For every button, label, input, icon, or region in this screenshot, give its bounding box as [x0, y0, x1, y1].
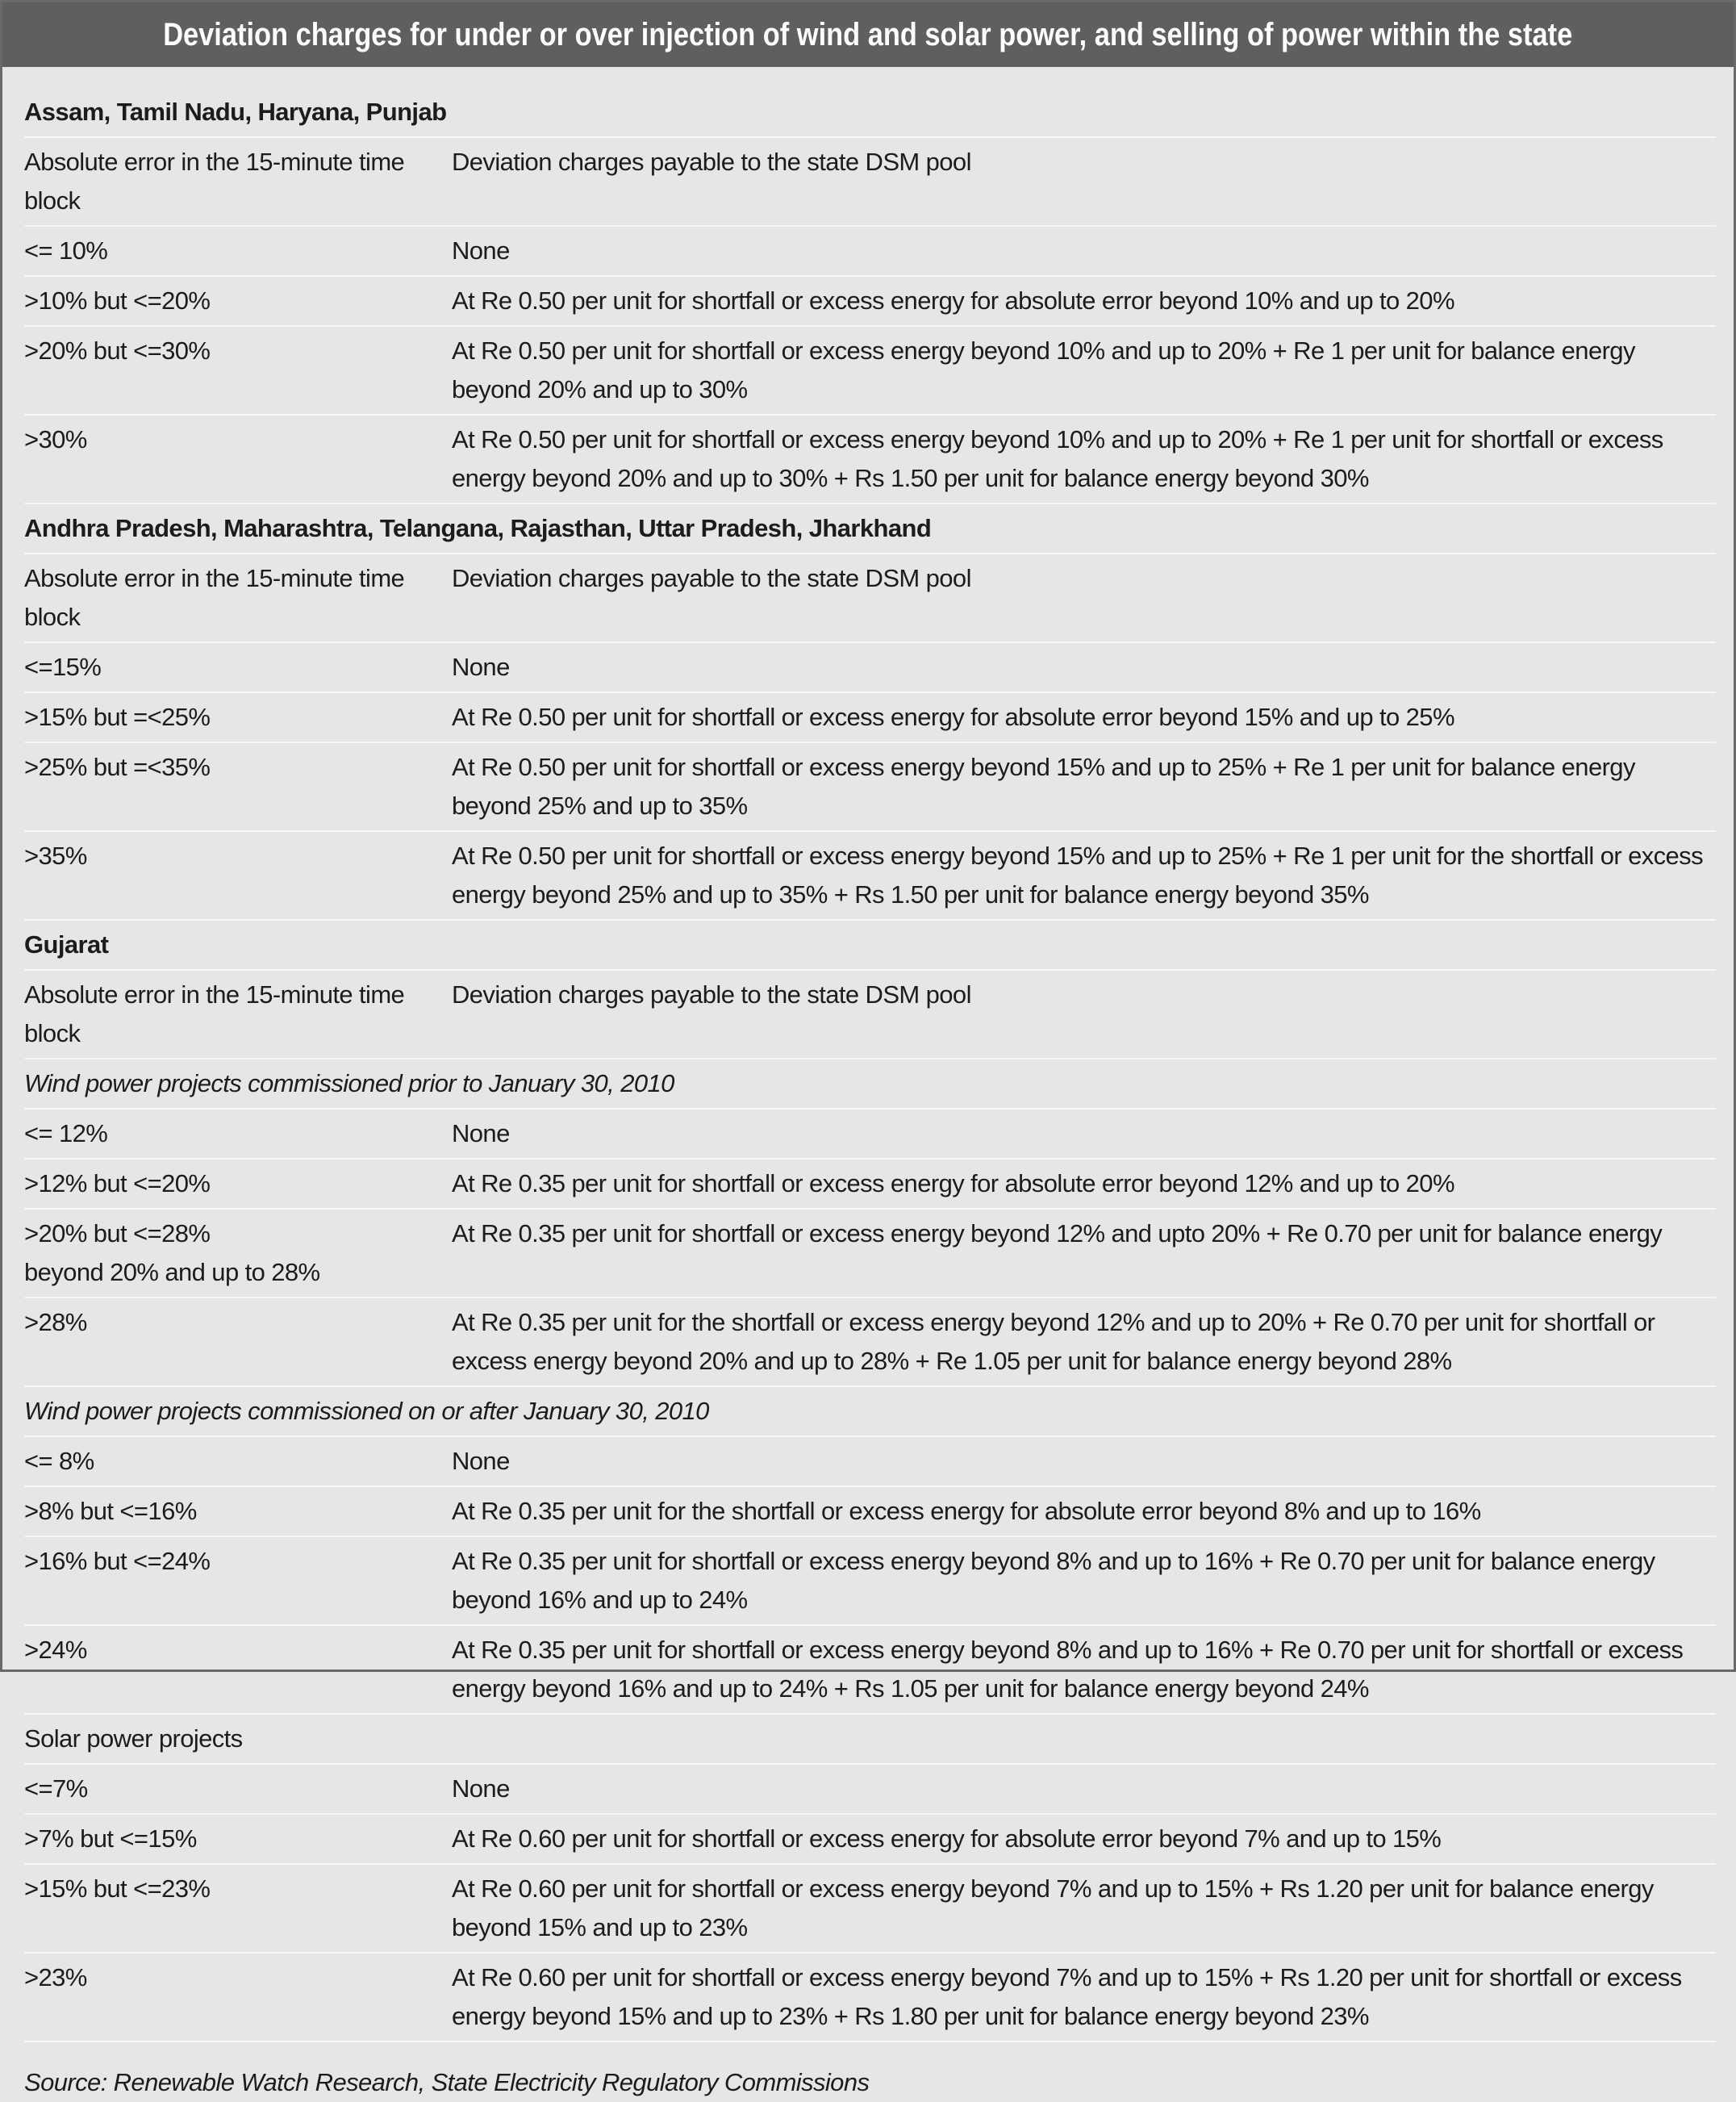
- column-header-charges: Deviation charges payable to the state DSM pool: [452, 564, 971, 592]
- table-row: [24, 327, 1716, 416]
- error-range: <=15%: [24, 653, 102, 681]
- table-header-row: [24, 554, 1716, 643]
- error-range: >15% but <=23%: [24, 1874, 211, 1903]
- error-range: >23%: [24, 1963, 87, 1991]
- section-heading: Assam, Tamil Nadu, Haryana, Punjab: [24, 88, 1716, 138]
- charge-text: At Re 0.50 per unit for shortfall or excess energy for absolute error beyond 10% and up to 20%: [452, 286, 1454, 315]
- charge-text: At Re 0.60 per unit for shortfall or excess energy beyond 7% and up to 15% + Rs 1.20 per unit for balance energy beyond 15% and up to 23%: [452, 1874, 1654, 1941]
- error-range: >12% but <=20%: [24, 1169, 211, 1197]
- error-range: >20% but <=28%: [24, 1219, 211, 1247]
- column-header-error: Absolute error in the 15-minute time block: [24, 564, 405, 631]
- table-row: [24, 643, 1716, 693]
- charge-text: None: [452, 236, 510, 265]
- error-range: >10% but <=20%: [24, 286, 211, 315]
- deviation-charges-table: [2, 88, 1734, 2042]
- error-range: >35%: [24, 842, 87, 870]
- table-row: [24, 277, 1716, 327]
- table-row: [24, 693, 1716, 743]
- table-row: [24, 1160, 1716, 1210]
- charge-text: At Re 0.50 per unit for shortfall or excess energy beyond 15% and up to 25% + Re 1 per unit for balance energy beyond 25% and up to 35%: [452, 753, 1635, 820]
- column-header-error: Absolute error in the 15-minute time block: [24, 980, 405, 1047]
- table-row: [24, 1487, 1716, 1537]
- table-row: [24, 416, 1716, 504]
- page-title: Deviation charges for under or over injection of wind and solar power, and selling of power within the state: [163, 16, 1573, 52]
- table-row: [24, 1765, 1716, 1815]
- subsection-heading: Wind power projects commissioned on or after January 30, 2010: [24, 1387, 1716, 1437]
- error-range: <= 8%: [24, 1447, 94, 1475]
- table-row: [24, 1437, 1716, 1487]
- subsection-heading: Solar power projects: [24, 1715, 1716, 1765]
- table-row: [24, 1110, 1716, 1160]
- table-row: [24, 1537, 1716, 1626]
- section-heading: Andhra Pradesh, Maharashtra, Telangana, Rajasthan, Uttar Pradesh, Jharkhand: [24, 504, 1716, 554]
- charge-text: At Re 0.35 per unit for shortfall or excess energy beyond 8% and up to 16% + Re 0.70 per unit for shortfall or excess energy beyond 16% and up to 24% + Rs 1.05 per unit for balance energy beyond 24%: [452, 1636, 1684, 1703]
- error-range: >16% but <=24%: [24, 1547, 211, 1575]
- error-range: >24%: [24, 1636, 87, 1664]
- column-header-charges: Deviation charges payable to the state DSM pool: [452, 980, 971, 1009]
- charge-text: At Re 0.35 per unit for shortfall or excess energy beyond 12% and upto 20% + Re 0.70 per unit for balance energy beyond 20% and up to 28%: [24, 1219, 1663, 1286]
- charge-text: None: [452, 653, 510, 681]
- charge-text: At Re 0.60 per unit for shortfall or excess energy for absolute error beyond 7% and up to 15%: [452, 1824, 1442, 1853]
- error-range: >20% but <=30%: [24, 336, 211, 365]
- charge-text: At Re 0.50 per unit for shortfall or excess energy beyond 10% and up to 20% + Re 1 per unit for balance energy beyond 20% and up to 30%: [452, 336, 1635, 403]
- table-row: [24, 832, 1716, 921]
- charge-text: None: [452, 1447, 510, 1475]
- column-header-charges: Deviation charges payable to the state DSM pool: [452, 148, 971, 176]
- table-row: [24, 1865, 1716, 1954]
- table-row: [24, 227, 1716, 277]
- error-range: >8% but <=16%: [24, 1497, 197, 1525]
- error-range: <=7%: [24, 1774, 88, 1803]
- charge-text: At Re 0.35 per unit for shortfall or excess energy for absolute error beyond 12% and up to 20%: [452, 1169, 1454, 1197]
- charge-text: At Re 0.35 per unit for the shortfall or excess energy beyond 12% and up to 20% + Re 0.70 per unit for shortfall or excess energy beyond 20% and up to 28% + Re 1.05 per unit for balance energy beyond 28%: [452, 1308, 1655, 1375]
- source-note: Source: Renewable Watch Research, State Electricity Regulatory Commissions: [24, 2068, 870, 2096]
- charge-text: At Re 0.50 per unit for shortfall or excess energy beyond 10% and up to 20% + Re 1 per unit for shortfall or excess energy beyond 20% and up to 30% + Rs 1.50 per unit for balance energy beyond 30%: [452, 425, 1663, 492]
- table-header-row: [24, 971, 1716, 1059]
- error-range: <= 12%: [24, 1119, 108, 1147]
- table-row: [24, 743, 1716, 832]
- charge-text: None: [452, 1774, 510, 1803]
- table-row: [24, 1210, 1716, 1298]
- charge-text: At Re 0.50 per unit for shortfall or excess energy beyond 15% and up to 25% + Re 1 per unit for the shortfall or excess energy beyond 25% and up to 35% + Rs 1.50 per unit for balance energy beyond 35%: [452, 842, 1703, 909]
- error-range: >30%: [24, 425, 87, 453]
- table-row: [24, 1626, 1716, 1715]
- charge-text: At Re 0.60 per unit for shortfall or excess energy beyond 7% and up to 15% + Rs 1.20 per unit for shortfall or excess energy beyond 15% and up to 23% + Rs 1.80 per unit for balance energy beyond 23%: [452, 1963, 1682, 2030]
- column-header-error: Absolute error in the 15-minute time block: [24, 148, 405, 215]
- title-bar: [2, 2, 1734, 67]
- charge-text: None: [452, 1119, 510, 1147]
- table-header-row: [24, 138, 1716, 227]
- error-range: >15% but =<25%: [24, 703, 211, 731]
- section-heading: Gujarat: [24, 921, 1716, 971]
- error-range: >7% but <=15%: [24, 1824, 197, 1853]
- table-row: [24, 1954, 1716, 2042]
- charge-text: At Re 0.50 per unit for shortfall or excess energy for absolute error beyond 15% and up to 25%: [452, 703, 1454, 731]
- error-range: >28%: [24, 1308, 87, 1336]
- charge-text: At Re 0.35 per unit for shortfall or excess energy beyond 8% and up to 16% + Re 0.70 per unit for balance energy beyond 16% and up to 24%: [452, 1547, 1655, 1614]
- table-row: [24, 1815, 1716, 1865]
- table-row: [24, 1298, 1716, 1387]
- charge-text: At Re 0.35 per unit for the shortfall or excess energy for absolute error beyond 8% and up to 16%: [452, 1497, 1481, 1525]
- subsection-heading: Wind power projects commissioned prior to January 30, 2010: [24, 1059, 1716, 1110]
- error-range: >25% but =<35%: [24, 753, 211, 781]
- error-range: <= 10%: [24, 236, 108, 265]
